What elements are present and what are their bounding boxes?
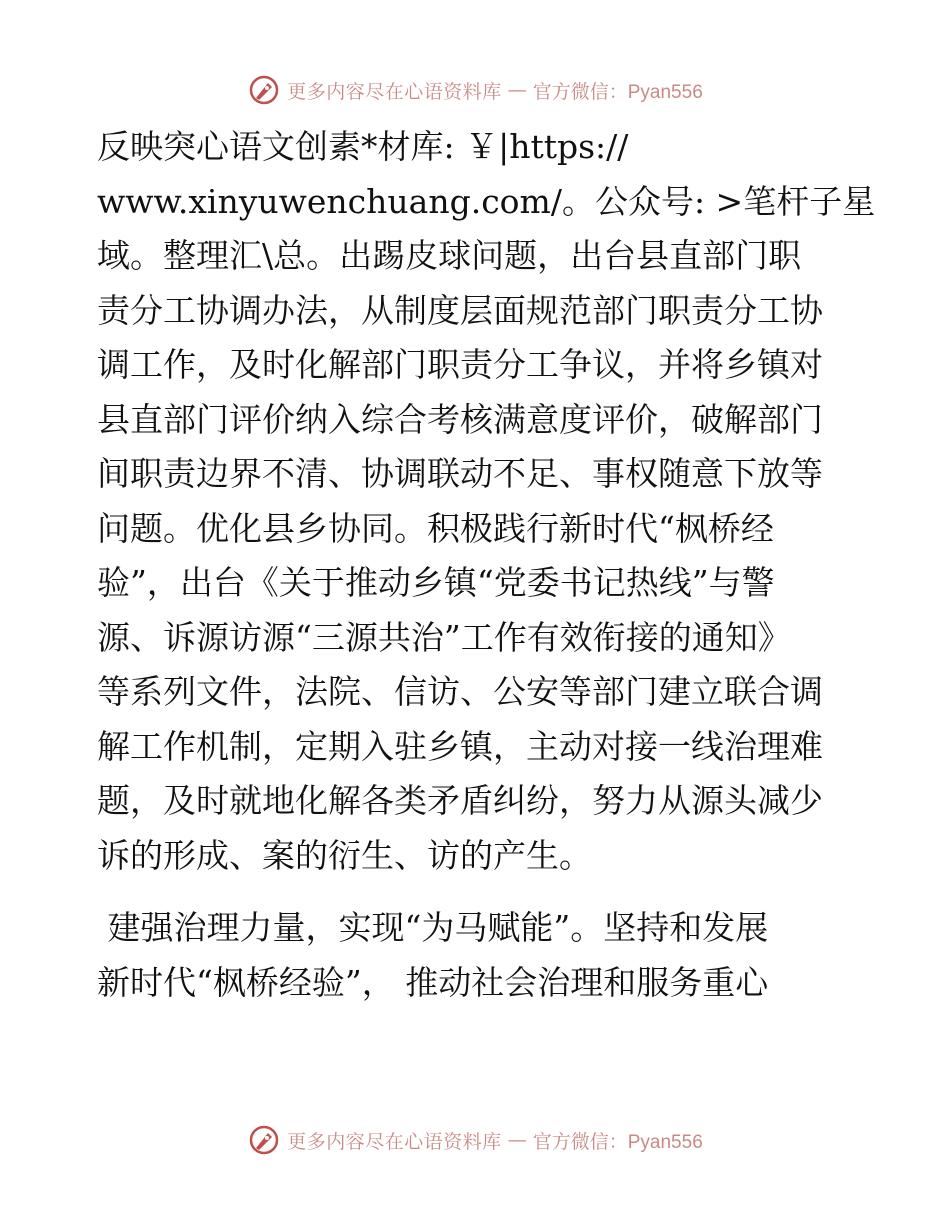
text-line: 县直部门评价纳入综合考核满意度评价，破解部门	[97, 399, 823, 439]
paragraph-gap	[97, 883, 857, 901]
text-line: 等系列文件，法院、信访、公安等部门建立联合调	[97, 672, 823, 711]
text-line: 调工作，及时化解部门职责分工争议，并将乡镇对	[97, 345, 823, 384]
watermark-contact-label: 官方微信：	[532, 1130, 628, 1153]
watermark-contact-id: Pyan556	[627, 1131, 703, 1153]
paragraph-1	[97, 120, 876, 883]
paragraph-2	[97, 901, 857, 1010]
text-line: 题，及时就地化解各类矛盾纠纷，努力从源头减少	[97, 781, 823, 820]
watermark-separator: —	[507, 1129, 527, 1151]
watermark-contact	[533, 77, 703, 104]
pen-nib-logo-icon	[247, 73, 281, 107]
text-line: 新时代“枫桥经验”， 推动社会治理和服务重心	[97, 962, 769, 1002]
pen-nib-logo-icon	[247, 1123, 281, 1157]
text-line: 验”，出台《关于推动乡镇“党委书记热线”与警	[97, 563, 775, 602]
watermark-contact-id: Pyan556	[627, 81, 703, 103]
watermark-text: 更多内容尽在心语资料库	[287, 80, 502, 103]
text-line: www.xinyuwenchuang.com/。公众号: >笔杆子星	[97, 181, 876, 221]
header-watermark	[0, 70, 950, 110]
text-line: 域。整理汇\总。出踢皮球问题，出台县直部门职	[97, 236, 802, 275]
footer-watermark	[0, 1120, 950, 1160]
text-line: 问题。优化县乡协同。积极践行新时代“枫桥经	[97, 508, 774, 548]
text-line: 责分工协调办法，从制度层面规范部门职责分工协	[97, 290, 823, 330]
text-line: 源、诉源访源“三源共治”工作有效衔接的通知》	[97, 617, 791, 657]
watermark-contact-label: 官方微信：	[532, 80, 628, 103]
text-line: 间职责边界不清、协调联动不足、事权随意下放等	[97, 454, 823, 493]
text-line: 解工作机制，定期入驻乡镇，主动对接一线治理难	[97, 726, 823, 766]
watermark-text: 更多内容尽在心语资料库	[287, 1130, 502, 1153]
text-line: 诉的形成、案的衍生、访的产生。	[97, 835, 592, 875]
text-line: 反映突心语文创素*材库: ￥|https://	[97, 127, 629, 166]
watermark-separator: —	[507, 79, 527, 101]
watermark-contact	[533, 1127, 703, 1154]
document-body	[97, 120, 876, 1010]
text-line: 建强治理力量，实现“为马赋能”。坚持和发展	[97, 908, 769, 947]
